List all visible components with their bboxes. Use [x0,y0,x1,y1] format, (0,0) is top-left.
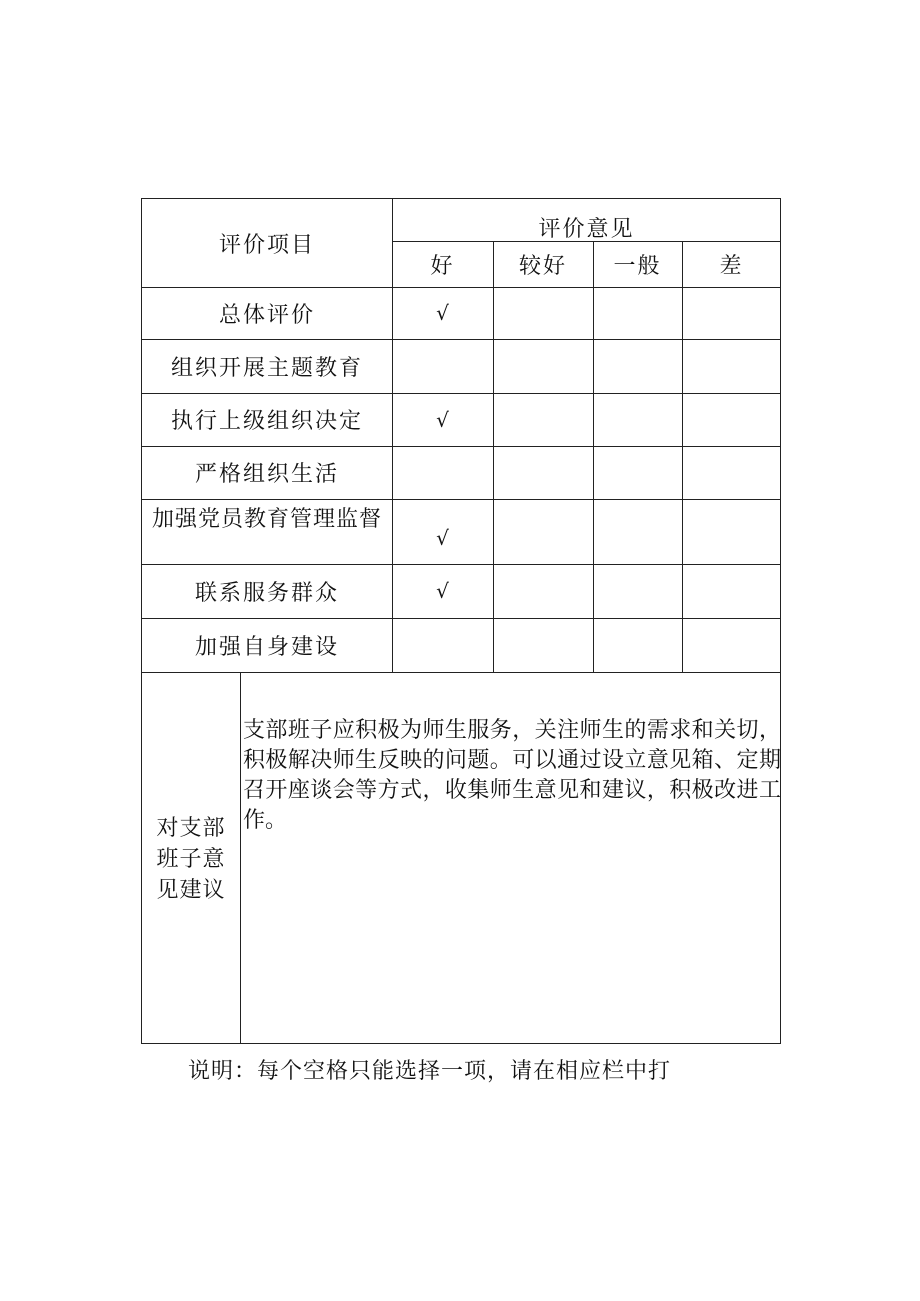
row-label-organization-life: 严格组织生活 [194,462,339,487]
row-label-member-supervision: 加强党员教育管理监督 [151,506,382,532]
suggestion-text: 支部班子应积极为师生服务，关注师生的需求和关切，积极解决师生反映的问题。可以通过设立意见箱、定期召开座谈会等方式，收集师生意见和建议，积极改进工作。 [243,718,781,833]
grade-average: 一般 [613,253,662,279]
evaluation-table [141,198,781,1044]
instruction-note: 说明：每个空格只能选择一项，请在相应栏中打 [188,1059,672,1084]
check-mark: √ [436,301,449,325]
row-label-overall: 总体评价 [218,302,315,328]
column-divider [493,241,494,672]
column-divider [593,241,594,672]
column-divider [682,241,683,672]
suggestion-label [142,673,240,1045]
row-label-execute-decisions: 执行上级组织决定 [170,409,363,434]
row-label-theme-education: 组织开展主题教育 [170,355,363,381]
check-mark: √ [436,525,449,550]
row-label-self-building: 加强自身建设 [194,634,339,660]
check-mark [392,339,493,393]
grade-good: 好 [430,253,455,279]
row-label-serve-masses: 联系服务群众 [194,580,339,606]
column-divider [240,672,241,1044]
check-mark: √ [436,579,449,603]
header-item-label: 评价项目 [218,232,315,258]
grade-poor: 差 [719,253,744,279]
suggestion-label-text: 对支部班子意见建议 [156,815,226,903]
check-mark: √ [436,407,449,432]
check-mark [392,446,493,499]
header-opinion-label: 评价意见 [538,216,635,242]
grade-fairly-good: 较好 [518,253,567,279]
check-mark [392,618,493,672]
